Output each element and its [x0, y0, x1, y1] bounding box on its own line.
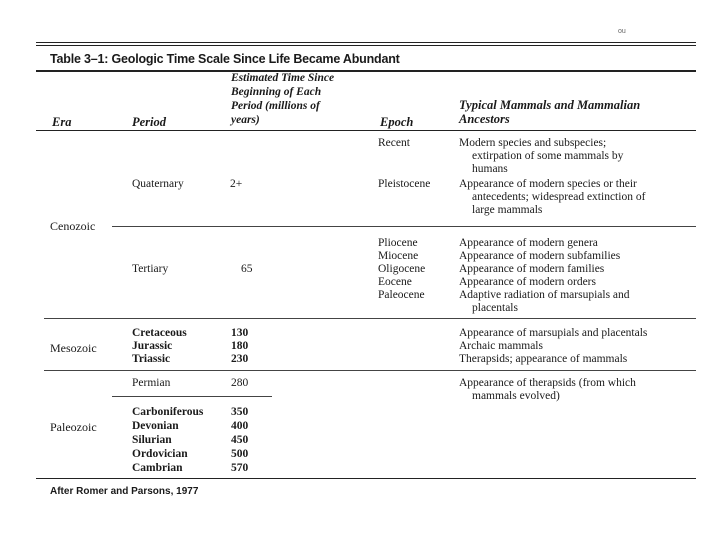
header-time-4: years)	[231, 114, 260, 126]
period-carboniferous: Carboniferous	[132, 406, 204, 418]
time-devonian: 400	[231, 420, 249, 432]
epoch-pliocene: Pliocene	[378, 237, 418, 249]
mammals-eocene: Appearance of modern orders	[459, 276, 596, 288]
epoch-miocene: Miocene	[378, 250, 419, 262]
mammals-pleistocene-3: large mammals	[472, 204, 543, 216]
permian-divider	[112, 396, 272, 397]
mammals-jurassic: Archaic mammals	[459, 340, 543, 352]
period-cretaceous: Cretaceous	[132, 327, 187, 339]
time-ordovician: 500	[231, 448, 249, 460]
table-title: Table 3–1: Geologic Time Scale Since Life Became Abundant	[50, 52, 400, 66]
epoch-eocene: Eocene	[378, 276, 412, 288]
era-paleozoic: Paleozoic	[50, 420, 97, 434]
period-devonian: Devonian	[132, 420, 179, 432]
mammals-paleocene-2: placentals	[472, 302, 518, 314]
time-permian: 280	[231, 377, 249, 389]
cenozoic-mesozoic-divider	[44, 318, 696, 319]
period-cambrian: Cambrian	[132, 462, 183, 474]
mammals-triassic: Therapsids; appearance of mammals	[459, 353, 628, 365]
header-time-1: Estimated Time Since	[231, 72, 335, 84]
header-mammals-2: Ancestors	[459, 112, 510, 126]
header-rule	[36, 130, 696, 131]
mammals-permian-1: Appearance of therapsids (from which	[459, 377, 636, 389]
mammals-paleocene-1: Adaptive radiation of marsupials and	[459, 289, 630, 301]
mesozoic-paleozoic-divider	[44, 370, 696, 371]
period-permian: Permian	[132, 377, 171, 389]
mammals-cretaceous: Appearance of marsupials and placentals	[459, 327, 648, 339]
mammals-pliocene: Appearance of modern genera	[459, 237, 598, 249]
mammals-recent-1: Modern species and subspecies;	[459, 137, 607, 149]
mammals-permian-2: mammals evolved)	[472, 390, 560, 402]
epoch-pleistocene: Pleistocene	[378, 178, 431, 190]
mammals-recent-2: extirpation of some mammals by	[472, 150, 624, 162]
time-cretaceous: 130	[231, 327, 249, 339]
period-jurassic: Jurassic	[132, 340, 173, 352]
time-cambrian: 570	[231, 462, 249, 474]
era-mesozoic: Mesozoic	[50, 341, 97, 355]
header-era: Era	[52, 115, 72, 129]
period-tertiary: Tertiary	[132, 263, 169, 275]
time-quaternary: 2+	[230, 178, 243, 190]
header-time-2: Beginning of Each	[231, 86, 322, 98]
bottom-rule	[36, 478, 696, 479]
period-quaternary: Quaternary	[132, 178, 184, 190]
mammals-recent-3: humans	[472, 163, 508, 175]
epoch-paleocene: Paleocene	[378, 289, 425, 301]
source-citation: After Romer and Parsons, 1977	[50, 486, 199, 497]
time-triassic: 230	[231, 353, 249, 365]
mammals-pleistocene-1: Appearance of modern species or their	[459, 178, 637, 190]
mammals-miocene: Appearance of modern subfamilies	[459, 250, 621, 262]
time-silurian: 450	[231, 434, 249, 446]
period-ordovician: Ordovician	[132, 448, 188, 460]
epoch-recent: Recent	[378, 137, 410, 149]
top-rule-thin-2	[36, 45, 696, 46]
time-jurassic: 180	[231, 340, 249, 352]
period-triassic: Triassic	[132, 353, 171, 365]
header-time-3: Period (millions of	[231, 100, 320, 112]
corner-mark: ou	[618, 28, 626, 35]
header-period: Period	[132, 115, 167, 129]
quaternary-tertiary-divider	[112, 226, 696, 227]
top-rule-thin	[36, 42, 696, 43]
time-tertiary: 65	[241, 263, 253, 275]
time-carboniferous: 350	[231, 406, 249, 418]
period-silurian: Silurian	[132, 434, 172, 446]
era-cenozoic: Cenozoic	[50, 219, 96, 233]
mammals-pleistocene-2: antecedents; widespread extinction of	[472, 191, 646, 203]
epoch-oligocene: Oligocene	[378, 263, 426, 275]
mammals-oligocene: Appearance of modern families	[459, 263, 605, 275]
header-epoch: Epoch	[380, 115, 414, 129]
header-mammals-1: Typical Mammals and Mammalian	[459, 98, 641, 112]
title-rule	[36, 70, 696, 72]
